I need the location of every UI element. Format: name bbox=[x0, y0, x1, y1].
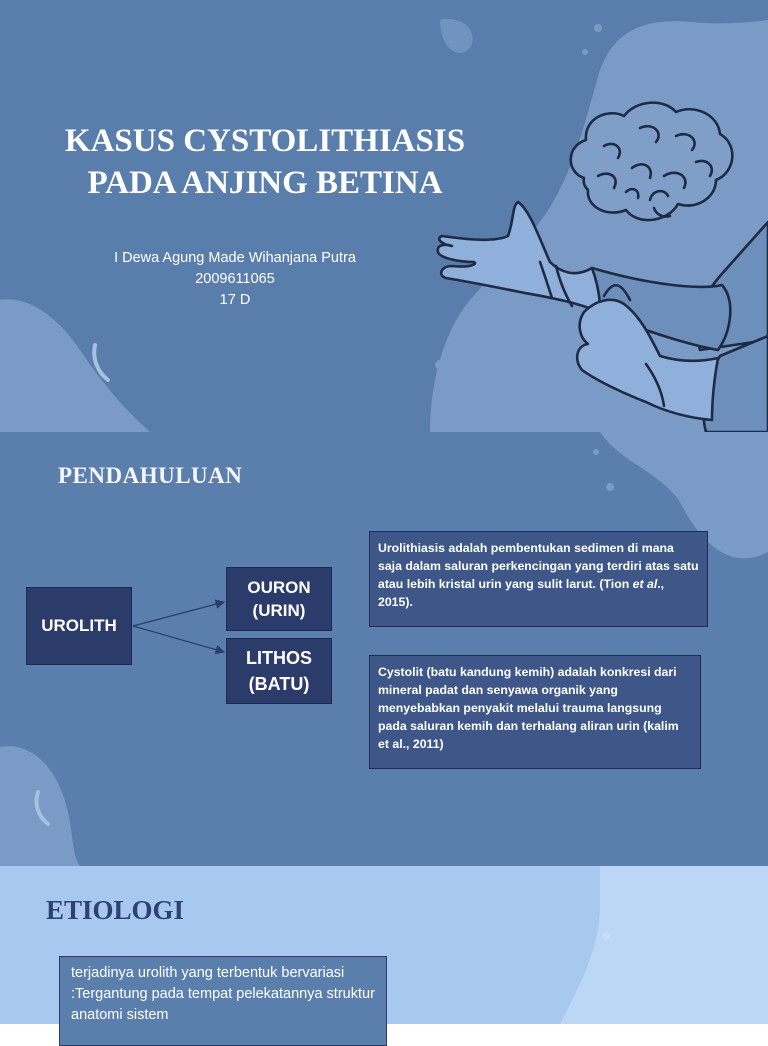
brain-and-gloved-hands-illustration bbox=[0, 0, 768, 432]
title-line-2: PADA ANJING BETINA bbox=[87, 165, 443, 201]
definition1-tail: ., 2015). bbox=[378, 577, 665, 609]
pendahuluan-heading: PENDAHULUAN bbox=[58, 463, 243, 488]
title-line-1: KASUS CYSTOLITHIASIS bbox=[64, 123, 466, 159]
urolithiasis-definition bbox=[369, 531, 708, 627]
batu-label: (BATU) bbox=[248, 674, 310, 694]
author-name: I Dewa Agung Made Wihanjana Putra bbox=[114, 250, 356, 266]
presentation-title bbox=[40, 120, 490, 204]
lithos-box bbox=[226, 638, 332, 704]
urin-label: (URIN) bbox=[252, 601, 306, 620]
lithos-label: LITHOS bbox=[246, 648, 312, 668]
cystolit-definition: Cystolit (batu kandung kemih) adalah konkresi dari mineral padat dan senyawa organik yang menyebabkan penyakit melalui trauma langsung pada saluran kemih dan terhalang aliran urin (kalim et al., 2011) bbox=[369, 655, 701, 769]
title-slide bbox=[0, 0, 768, 432]
ouron-box bbox=[226, 567, 332, 631]
student-id: 2009611065 bbox=[195, 271, 275, 287]
class-label: 17 D bbox=[219, 292, 251, 308]
definition1-italic: et al bbox=[632, 577, 658, 591]
definition1-text: Urolithiasis adalah pembentukan sedimen di mana saja dalam saluran perkencingan yang terdiri atas satu atau lebih kristal urin yang sulit larut. (Tion bbox=[378, 541, 699, 591]
urolith-box: UROLITH bbox=[26, 587, 132, 665]
author-block bbox=[60, 248, 410, 311]
ouron-label: OURON bbox=[247, 578, 311, 597]
etiologi-text-box: terjadinya urolith yang terbentuk bervariasi :Tergantung pada tempat pelekatannya struktur anatomi sistem bbox=[59, 956, 387, 1046]
etiologi-heading: ETIOLOGI bbox=[46, 895, 185, 925]
